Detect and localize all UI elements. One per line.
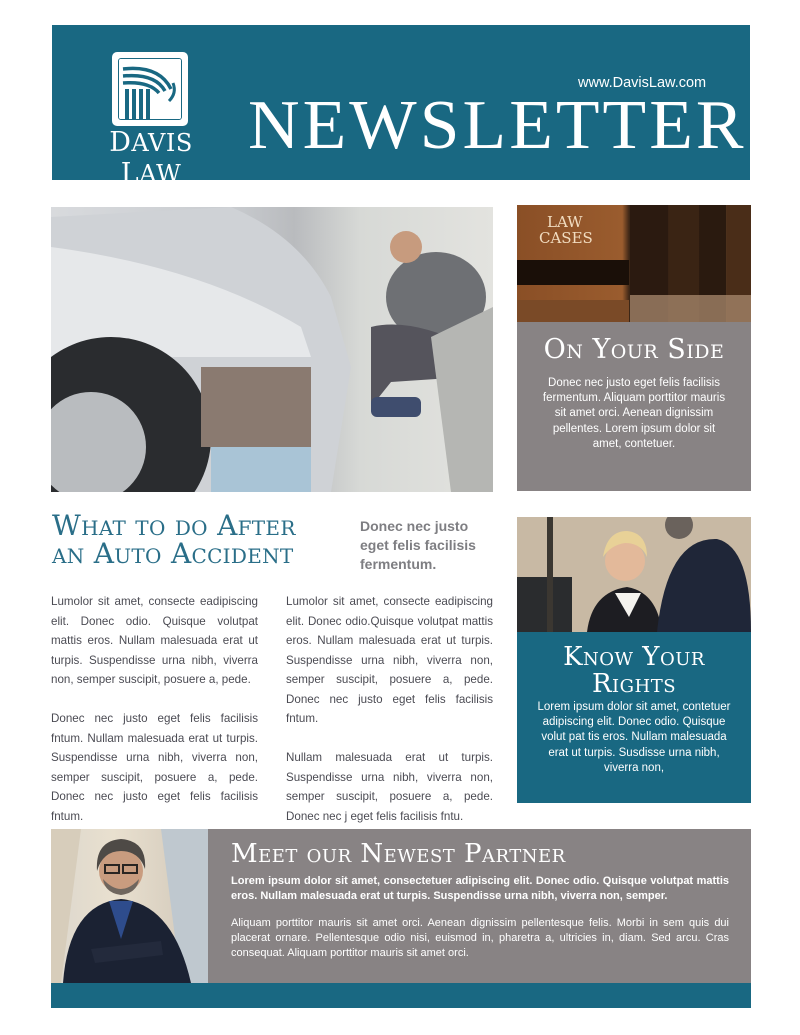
meet-partner-heading: Meet our Newest Partner — [231, 839, 566, 869]
paragraph: Nullam malesuada erat ut turpis. Suspendisse urna nibh, viverra non, semper suscipit, posuere a, pede. Donec nec j eget felis facilisis fntu. — [286, 751, 493, 823]
on-your-side-panel — [517, 322, 751, 491]
newsletter-header — [52, 25, 750, 189]
on-your-side-text: Donec nec justo eget felis facilisis fermentum. Aliquam porttitor mauris sit amet orci. Aenean dignissim pellentes. Lorem ipsum dolor sit amet, contetuer. — [542, 377, 726, 450]
newsletter-title: NEWSLETTER — [248, 87, 747, 164]
brand-name: DAVIS LAW — [109, 127, 193, 189]
paragraph: Lumolor sit amet, consecte eadipiscing elit. Donec odio.Quisque volutpat mattis eros. Nullam malesuada erat ut turpis. Suspendisse urna nibh, viverra non, semper suscipit, posuere a, pede. Donec nec justo eget felis facilisis fntum. — [286, 595, 493, 725]
svg-text:CASES: CASES — [539, 229, 593, 247]
wrecked-car-and-distressed-man-photo — [51, 207, 493, 492]
know-your-rights-text: Lorem ipsum dolor sit amet, contetuer adipiscing elit. Donec odio. Quisque volut pat tis eros. Nullam malesuada erat ut turpis. Susdisse urna nibh, viverra non, — [537, 701, 731, 774]
paragraph: Donec nec justo eget felis facilisis fntum. Nullam malesuada erat ut turpis. Suspendisse urna nibh, viverra non, semper suscipit, posuere a, pede. Donec nec justo eget felis facilisis fntum. — [51, 712, 258, 823]
meet-partner-lead: Lorem ipsum dolor sit amet, consectetuer adipiscing elit. Donec odio. Quisque volutpat mattis eros. Nullam malesuada erat ut turpis. Suspendisse urna nibh, viverra non, semper. — [231, 875, 729, 902]
paragraph: Lumolor sit amet, consecte eadipiscing elit. Donec odio. Quisque volutpat mattis eros. Nullam malesuada erat ut turpis. Suspendisse urna nibh, viverra non, semper suscipit, posuere a, pede. — [51, 595, 258, 686]
partner-portrait-photo — [51, 829, 208, 983]
article-heading: What to do After an Auto Accident — [52, 509, 296, 570]
lawyer-client-meeting-photo — [517, 517, 751, 632]
meet-partner-panel — [208, 829, 751, 983]
on-your-side-heading: On Your Side — [543, 334, 725, 365]
footer-bar — [51, 983, 751, 1008]
law-cases-books-photo — [517, 205, 751, 322]
article-column-2 — [286, 592, 493, 826]
website-link[interactable]: www.DavisLaw.com — [578, 75, 707, 91]
article-column-1 — [51, 592, 258, 826]
know-your-rights-heading: Know Your Rights — [563, 642, 705, 699]
meet-partner-body: Aliquam porttitor mauris sit amet orci. Aenean dignissim pellentesque felis. Morbi in sem quis dui placerat ornare. Pellentesque odio nisi, euismod in, pharetra a, ultricies in, diam. Sed arcu. Cras consequat. Aliquam porttitor mauris sit amet orci. — [231, 917, 729, 959]
svg-text:LAW: LAW — [547, 213, 583, 231]
pillar-logo-icon — [112, 52, 188, 126]
know-your-rights-panel — [517, 632, 751, 803]
article-deck: Donec nec justo eget felis facilisis fermentum. — [360, 518, 476, 572]
